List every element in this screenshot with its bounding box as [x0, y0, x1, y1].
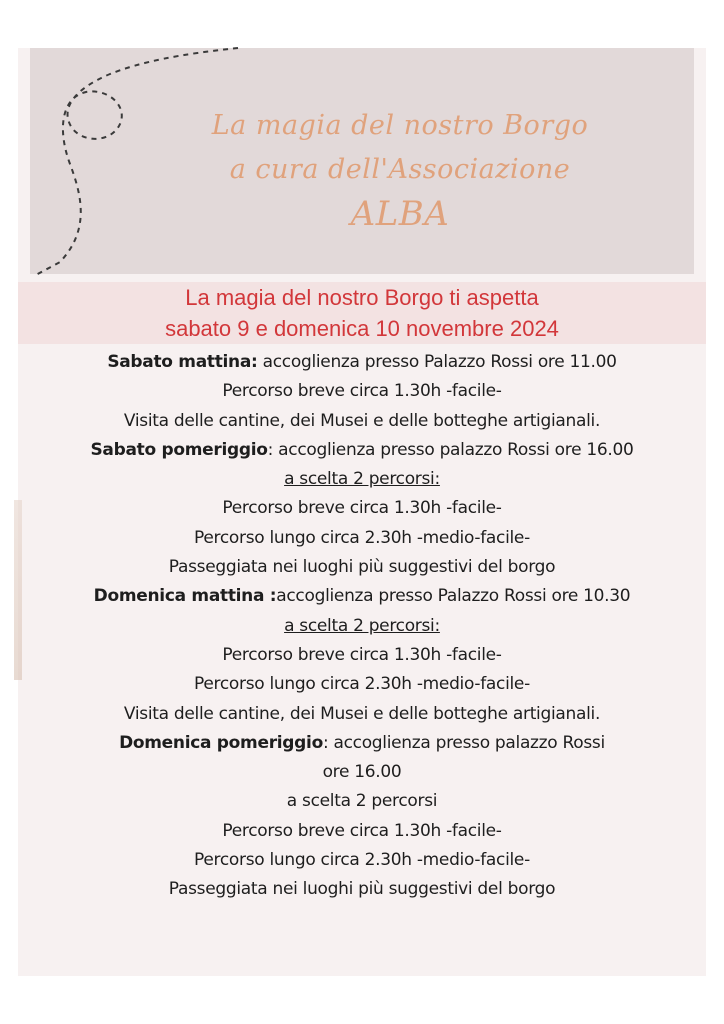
sun-afternoon-choice: a scelta 2 percorsi — [286, 791, 438, 812]
sun-morning-header — [18, 582, 706, 611]
sun-morning-line: Percorso lungo circa 2.30h -medio-facile- — [194, 674, 530, 695]
sun-morning-line: Visita delle cantine, dei Musei e delle botteghe artigianali. — [123, 703, 601, 724]
sat-afternoon-text: : accoglienza presso palazzo Rossi ore 16.00 — [267, 439, 634, 460]
sat-morning-header — [18, 348, 706, 377]
sat-afternoon-label: Sabato pomeriggio — [90, 439, 268, 460]
program-schedule — [18, 348, 706, 905]
sat-morning-text: accoglienza presso Palazzo Rossi ore 11.00 — [257, 352, 617, 372]
sat-afternoon-choice-row — [18, 465, 706, 494]
headline-line-2: sabato 9 e domenica 10 novembre 2024 — [165, 316, 559, 341]
banner-script-title — [140, 104, 660, 236]
sun-afternoon-text: : accoglienza presso palazzo Rossi — [322, 732, 605, 753]
sun-morning-label: Domenica mattina : — [93, 586, 277, 607]
sun-morning-line: Percorso breve circa 1.30h -facile- — [222, 644, 502, 665]
sun-afternoon-label: Domenica pomeriggio — [119, 732, 323, 753]
sat-afternoon-line: Percorso lungo circa 2.30h -medio-facile- — [194, 527, 530, 548]
sun-afternoon-time: ore 16.00 — [322, 762, 402, 783]
banner-script-line-2: a cura dell'Associazione — [229, 154, 571, 185]
sat-afternoon-line: Percorso breve circa 1.30h -facile- — [222, 498, 502, 519]
sun-morning-choice: a scelta 2 percorsi: — [284, 615, 440, 636]
sat-morning-label: Sabato mattina: — [107, 352, 258, 372]
sun-morning-choice-row — [18, 612, 706, 641]
sat-afternoon-header — [18, 436, 706, 465]
sun-afternoon-line: Percorso breve circa 1.30h -facile- — [222, 820, 502, 841]
sun-afternoon-line: Percorso lungo circa 2.30h -medio-facile- — [194, 850, 530, 871]
sat-morning-line: Percorso breve circa 1.30h -facile- — [222, 381, 502, 402]
sat-morning-line: Visita delle cantine, dei Musei e delle botteghe artigianali. — [123, 410, 601, 431]
banner-script-line-1: La magia del nostro Borgo — [211, 110, 589, 141]
sat-afternoon-choice: a scelta 2 percorsi: — [284, 469, 440, 490]
banner-script-line-3: ALBA — [350, 194, 450, 234]
sun-afternoon-header — [18, 729, 706, 758]
sun-morning-text: accoglienza presso Palazzo Rossi ore 10.30 — [276, 586, 631, 607]
sat-afternoon-line: Passeggiata nei luoghi più suggestivi del borgo — [168, 557, 556, 578]
headline — [18, 282, 706, 344]
headline-line-1: La magia del nostro Borgo ti aspetta — [185, 285, 539, 310]
sun-afternoon-line: Passeggiata nei luoghi più suggestivi del borgo — [168, 879, 556, 900]
